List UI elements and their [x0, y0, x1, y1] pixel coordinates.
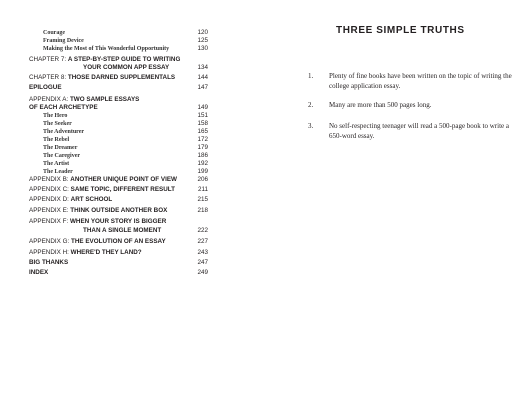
toc-page-number: 222: [197, 227, 208, 234]
toc-page-number: 151: [197, 112, 208, 119]
toc-entry-title: [29, 56, 180, 64]
toc-entry-title: [29, 96, 139, 104]
toc-page-number: 165: [197, 128, 208, 135]
toc-page-number: 192: [197, 160, 208, 167]
toc-entry-title: [29, 74, 175, 82]
toc-page-number: 120: [197, 29, 208, 36]
toc-page-number: 211: [197, 186, 208, 193]
toc-entry: [0, 269, 262, 279]
truth-number: 2.: [308, 101, 314, 109]
toc-entry-heading: ART SCHOOL: [70, 196, 113, 203]
toc-entry-title: [29, 186, 175, 194]
toc-entry-title: The Dreamer: [43, 145, 78, 151]
toc-entry: [0, 227, 262, 237]
toc-page-number: 227: [197, 238, 208, 245]
toc-entry-heading: THOSE DARNED SUPPLEMENTALS: [67, 74, 176, 81]
toc-page-number: 134: [197, 64, 208, 71]
toc-page-number: 149: [197, 104, 208, 111]
toc-entry-title: [29, 249, 142, 257]
toc-entry-title: The Rebel: [43, 137, 70, 143]
toc-entry: [0, 64, 262, 74]
toc-entry-title: The Adventurer: [43, 129, 85, 135]
toc-entry-heading: THE EVOLUTION OF AN ESSAY: [71, 238, 166, 245]
toc-entry-title: BIG THANKS: [29, 259, 69, 266]
toc-entry-heading: THINK OUTSIDE ANOTHER BOX: [70, 207, 168, 214]
toc-entry-heading: A STEP-BY-STEP GUIDE TO WRITING: [67, 56, 181, 63]
toc-page-number: 125: [197, 37, 208, 44]
table-of-contents-page: [0, 0, 262, 406]
toc-entry: [0, 207, 262, 217]
page-heading: THREE SIMPLE TRUTHS: [336, 25, 465, 36]
toc-entry-prefix: APPENDIX G:: [29, 238, 71, 245]
toc-entry-continuation: YOUR COMMON APP ESSAY: [83, 64, 170, 71]
toc-entry: [0, 45, 262, 55]
toc-entry-title: Framing Device: [43, 38, 84, 44]
toc-entry-continuation: THAN A SINGLE MOMENT: [83, 227, 162, 234]
toc-entry: [0, 186, 262, 196]
toc-entry: [0, 196, 262, 206]
truth-number: 1.: [308, 72, 314, 80]
toc-page-number: 243: [197, 249, 208, 256]
toc-entry: [0, 176, 262, 186]
toc-entry-continuation: OF EACH ARCHETYPE: [29, 104, 98, 111]
toc-page-number: 172: [197, 136, 208, 143]
truth-number: 3.: [308, 122, 314, 130]
toc-entry-prefix: CHAPTER 7:: [29, 56, 68, 63]
toc-entry-title: [29, 196, 112, 204]
toc-entry-title: The Artist: [43, 161, 70, 167]
three-simple-truths-page: [262, 0, 525, 406]
toc-entry-title: The Caregiver: [43, 153, 81, 159]
toc-entry-title: [29, 176, 177, 184]
toc-page-number: 218: [197, 207, 208, 214]
toc-entry-prefix: APPENDIX F:: [29, 218, 70, 225]
toc-page-number: 249: [197, 269, 208, 276]
toc-entry-prefix: CHAPTER 8:: [29, 74, 68, 81]
toc-entry: [0, 84, 262, 94]
toc-entry-title: Courage: [43, 30, 65, 36]
toc-page-number: 206: [197, 176, 208, 183]
toc-page-number: 158: [197, 120, 208, 127]
toc-entry-title: [29, 207, 167, 215]
toc-entry: [0, 259, 262, 269]
toc-entry-prefix: APPENDIX E:: [29, 207, 71, 214]
toc-entry-prefix: APPENDIX D:: [29, 196, 71, 203]
toc-entry-heading: TWO SAMPLE ESSAYS: [69, 96, 140, 103]
toc-entry-title: The Seeker: [43, 121, 72, 127]
toc-page-number: 199: [197, 168, 208, 175]
truth-text: No self-respecting teenager will read a 500-page book to write a 650-word essay.: [329, 122, 509, 140]
toc-entry-title: [29, 238, 166, 246]
toc-page-number: 215: [197, 196, 208, 203]
toc-entry: [0, 249, 262, 259]
toc-page-number: 186: [197, 152, 208, 159]
toc-page-number: 247: [197, 259, 208, 266]
toc-page-number: 147: [197, 84, 208, 91]
toc-entry-title: The Leader: [43, 169, 73, 175]
toc-entry: [0, 74, 262, 84]
toc-entry-prefix: APPENDIX C:: [29, 186, 71, 193]
toc-entry-title: EPILOGUE: [29, 84, 62, 91]
toc-entry-prefix: APPENDIX B:: [29, 176, 71, 183]
toc-entry-title: [29, 218, 166, 226]
truth-text: Plenty of fine books have been written on the topic of writing the college application essay.: [329, 72, 512, 90]
toc-page-number: 144: [197, 74, 208, 81]
toc-entry-heading: SAME TOPIC, DIFFERENT RESULT: [70, 186, 176, 193]
toc-entry-heading: WHEN YOUR STORY IS BIGGER: [69, 218, 167, 225]
toc-entry-title: Making the Most of This Wonderful Opportunity: [43, 46, 170, 52]
truth-text: Many are more than 500 pages long.: [329, 101, 432, 109]
toc-entry-prefix: APPENDIX A:: [29, 96, 70, 103]
toc-page-number: 130: [197, 45, 208, 52]
toc-entry-heading: ANOTHER UNIQUE POINT OF VIEW: [70, 176, 177, 183]
toc-entry-heading: WHERE'D THEY LAND?: [70, 249, 142, 256]
toc-page-number: 179: [197, 144, 208, 151]
toc-entry-title: INDEX: [29, 269, 49, 276]
toc-entry: [0, 238, 262, 248]
toc-entry-title: The Hero: [43, 113, 68, 119]
toc-entry-prefix: APPENDIX H:: [29, 249, 71, 256]
